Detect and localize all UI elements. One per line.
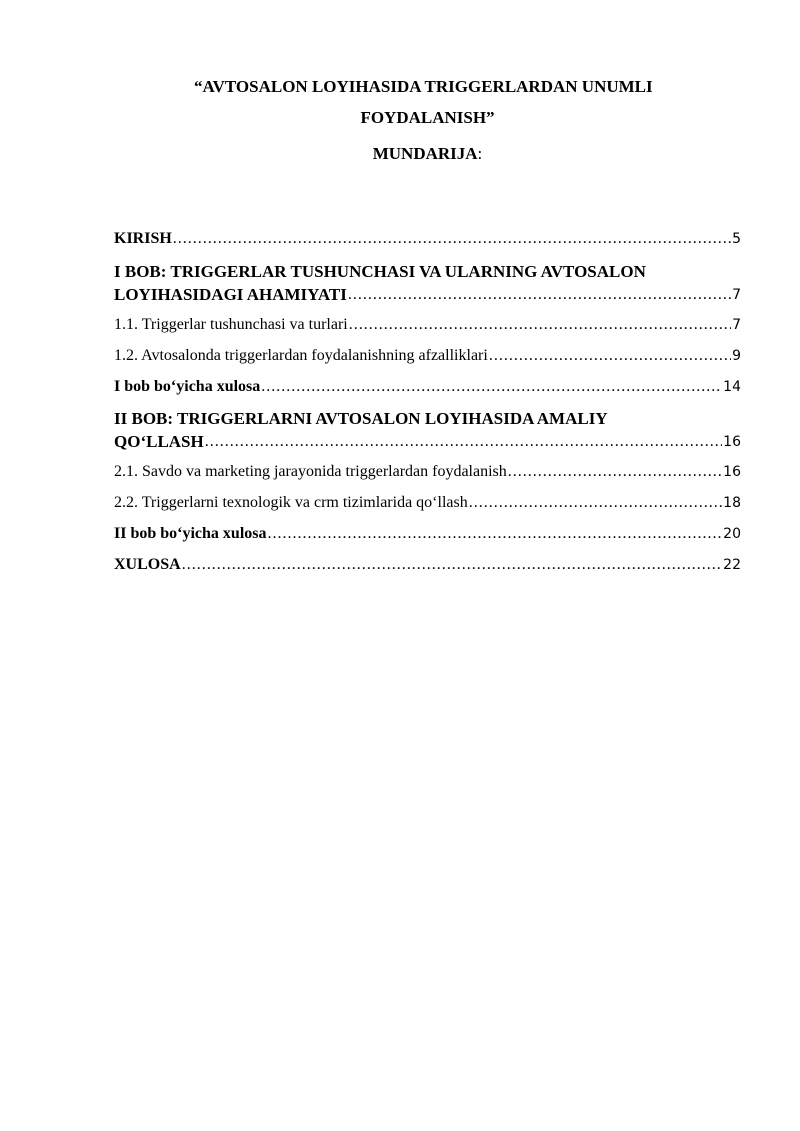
toc-entry-2-1[interactable] xyxy=(114,461,741,483)
toc-dot-leader xyxy=(349,314,731,336)
toc-dot-leader xyxy=(173,228,731,250)
toc-entry-label: 1.1. Triggerlar tushunchasi va turlari xyxy=(114,316,348,333)
document-title-line-2: FOYDALANISH” xyxy=(360,108,495,127)
toc-entry-xulosa[interactable] xyxy=(114,554,741,576)
toc-page-number: 7 xyxy=(732,317,741,333)
toc-page-number: 20 xyxy=(723,526,741,542)
toc-entry-label: KIRISH xyxy=(114,230,172,247)
toc-entry-chapter-1[interactable] xyxy=(114,259,741,306)
toc-dot-leader xyxy=(268,523,723,545)
toc-entry-1-1[interactable] xyxy=(114,314,741,336)
contents-heading xyxy=(114,141,741,167)
toc-entry-label: 2.1. Savdo va marketing jarayonida triggerlardan foydalanish xyxy=(114,463,507,480)
toc-page-number: 14 xyxy=(723,379,741,395)
toc-entry-kirish[interactable] xyxy=(114,228,741,250)
toc-page-number: 18 xyxy=(723,495,741,511)
toc-dot-leader xyxy=(261,376,722,398)
document-title-line-1: “AVTOSALON LOYIHASIDA TRIGGERLARDAN UNUMLI xyxy=(194,77,653,96)
contents-heading-colon: : xyxy=(477,144,483,163)
toc-entry-summary-1[interactable] xyxy=(114,376,741,398)
toc-dot-leader xyxy=(508,461,722,483)
toc-entry-chapter-2[interactable] xyxy=(114,406,741,453)
toc-chapter-2-line-1: II BOB: TRIGGERLARNI AVTOSALON LOYIHASIDA AMALIY xyxy=(114,409,608,428)
toc-entry-1-2[interactable] xyxy=(114,345,741,367)
table-of-contents xyxy=(114,228,741,576)
toc-page-number: 9 xyxy=(732,348,741,364)
toc-chapter-1-line-1: I BOB: TRIGGERLAR TUSHUNCHASI VA ULARNING AVTOSALON xyxy=(114,262,646,281)
toc-chapter-2-line-2-row xyxy=(114,431,741,453)
toc-entry-2-2[interactable] xyxy=(114,492,741,514)
toc-page-number: 7 xyxy=(732,287,741,303)
toc-entry-summary-2[interactable] xyxy=(114,523,741,545)
toc-dot-leader xyxy=(205,431,722,453)
toc-chapter-2-line-2: QO‘LLASH xyxy=(114,432,204,451)
toc-dot-leader xyxy=(489,345,731,367)
toc-dot-leader xyxy=(348,284,731,306)
toc-entry-label: II bob bo‘yicha xulosa xyxy=(114,525,267,542)
toc-page-number: 16 xyxy=(723,464,741,480)
toc-dot-leader xyxy=(469,492,722,514)
toc-entry-label: 1.2. Avtosalonda triggerlardan foydalanishning afzalliklari xyxy=(114,347,488,364)
toc-chapter-1-line-2: LOYIHASIDAGI AHAMIYATI xyxy=(114,285,347,304)
toc-page-number: 22 xyxy=(723,557,741,573)
toc-entry-label: XULOSA xyxy=(114,556,181,573)
contents-heading-text: MUNDARIJA xyxy=(372,144,478,163)
toc-page-number: 5 xyxy=(732,231,741,247)
toc-dot-leader xyxy=(182,554,722,576)
toc-entry-label: 2.2. Triggerlarni texnologik va crm tizimlarida qo‘llash xyxy=(114,494,468,511)
toc-entry-label: I bob bo‘yicha xulosa xyxy=(114,378,261,395)
toc-chapter-1-line-2-row xyxy=(114,284,741,306)
toc-page-number: 16 xyxy=(723,434,741,450)
